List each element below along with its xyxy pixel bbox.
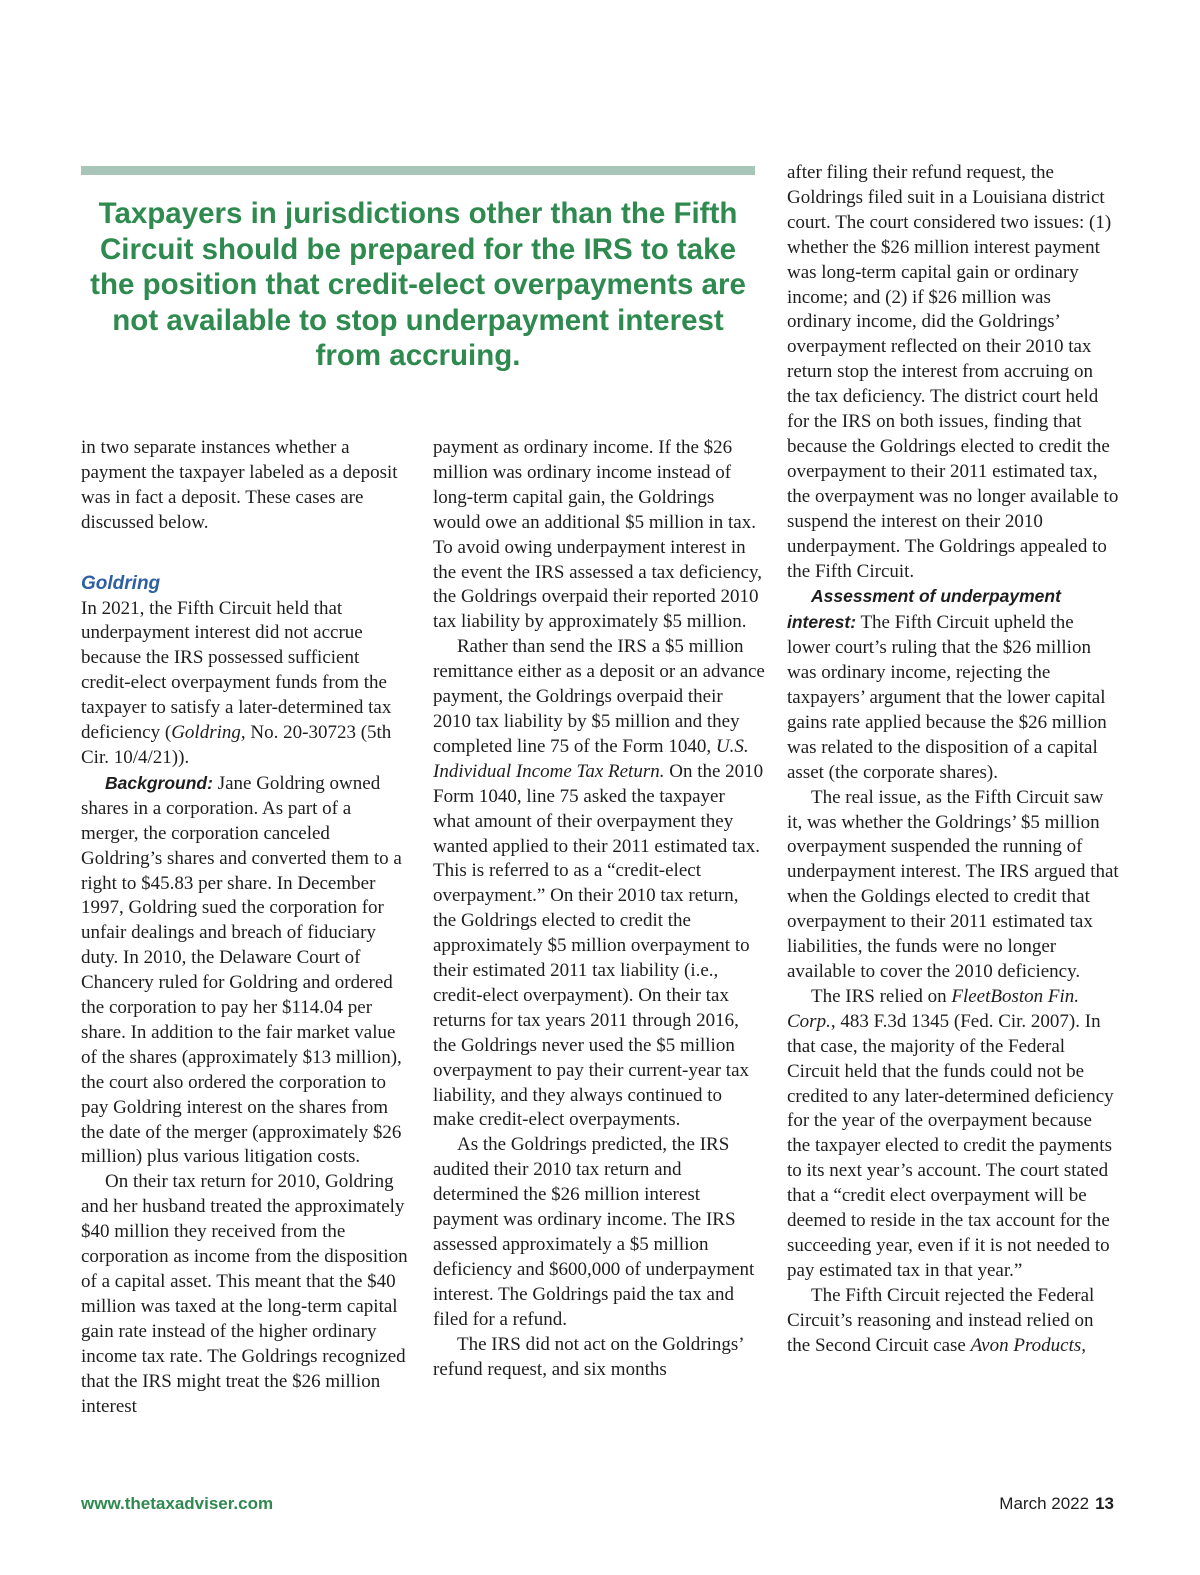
paragraph: The Fifth Circuit rejected the Federal Circuit’s reasoning and instead relied on the Second Circuit case Avon Products, bbox=[787, 1284, 1095, 1356]
paragraph: payment as ordinary income. If the $26 million was ordinary income instead of long-term capital gain, the Goldrings would owe an additional $5 million in tax. To avoid owing underpayment interest in the event the IRS assessed a tax deficiency, the Goldrings overpaid their reported 2010 tax liability by approximately $5 million. bbox=[433, 437, 763, 633]
column-1 bbox=[81, 436, 413, 1419]
paragraph: Rather than send the IRS a $5 million remittance either as a deposit or an advance payment, the Goldrings overpaid their 2010 tax liability by $5 million and they completed line 75 of the Form 1040, U.S. Individual Income Tax Return. On the 2010 Form 1040, line 75 asked the taxpayer what amount of their overpayment they wanted applied to their 2011 estimated tax. This is referred to as a “credit-elect overpayment.” On their 2010 tax return, the Goldrings elected to credit the approximately $5 million overpayment to their estimated 2011 tax liability (i.e., credit-elect overpayment). On their tax returns for tax years 2011 through 2016, the Goldrings never used the $5 million overpayment to pay their current-year tax liability, and they always continued to make credit-elect overpayments. bbox=[433, 636, 765, 1131]
case-name: FleetBoston Fin. Corp. bbox=[787, 985, 1080, 1032]
run-in-heading: Background: bbox=[105, 772, 213, 793]
paragraph: after filing their refund request, the Goldrings filed suit in a Louisiana district court. The court considered two issues: (1) whether the $26 million interest payment was long-term capital gain or ordinary income; and (2) if $26 million was ordinary income, did the Goldrings’ overpayment reflected on their 2010 tax return stop the interest from accruing on the tax deficiency. The district court held for the IRS on both issues, finding that because the Goldrings elected to credit the overpayment to their 2011 estimated tax, the overpayment was no longer available to suspend the interest on their 2010 underpayment. The Goldrings appealed to the Fifth Circuit. bbox=[787, 162, 1119, 582]
section-heading-goldring: Goldring bbox=[81, 572, 161, 594]
paragraph: As the Goldrings predicted, the IRS audited their 2010 tax return and determined the $26 million interest payment was ordinary income. The IRS assessed approximately a $5 million deficiency and $600,000 of underpayment interest. The Goldrings paid the tax and filed for a refund. bbox=[433, 1134, 755, 1330]
pullquote-rule bbox=[81, 166, 755, 175]
page-number: 13 bbox=[1095, 1494, 1114, 1513]
paragraph: On their tax return for 2010, Goldring and her husband treated the approximately $40 million they received from the corporation as income from the disposition of a capital asset. This meant that the $40 million was taxed at the long-term capital gain rate instead of the higher ordinary income tax rate. The Goldrings recognized that the IRS might treat the $26 million interest bbox=[81, 1171, 408, 1417]
footer-website-link[interactable]: www.thetaxadviser.com bbox=[81, 1494, 274, 1513]
paragraph: The real issue, as the Fifth Circuit saw it, was whether the Goldrings’ $5 million overpayment suspended the running of underpayment interest. The IRS argued that when the Goldings elected to credit that overpayment to their 2011 estimated tax liabilities, the funds were no longer available to cover the 2010 deficiency. bbox=[787, 786, 1119, 982]
paragraph: The IRS relied on FleetBoston Fin. Corp., 483 F.3d 1345 (Fed. Cir. 2007). In that case, the majority of the Federal Circuit held that the funds could not be credited to any later-determined deficiency for the year of the overpayment because the taxpayer elected to credit the payments to its next year’s account. The court stated that a “credit elect overpayment will be deemed to reside in the tax account for the succeeding year, even if it is not needed to pay estimated tax in that year.” bbox=[787, 985, 1114, 1281]
column-2 bbox=[433, 436, 765, 1382]
pullquote: Taxpayers in jurisdictions other than the Fifth Circuit should be prepared for the IRS to take the position that credit-elect overpayments are not available to stop underpayment interest from accruing. bbox=[90, 197, 746, 372]
paragraph: Background: Jane Goldring owned shares in a corporation. As part of a merger, the corporation canceled Goldring’s shares and converted them to a right to $45.83 per share. In December 1997, Goldring sued the corporation for unfair dealings and breach of fiduciary duty. In 2010, the Delaware Court of Chancery ruled for Goldring and ordered the corporation to pay her $114.04 per share. In addition to the fair market value of the shares (approximately $13 million), the court also ordered the corporation to pay Goldring interest on the shares from the date of the merger (approximately $26 million) plus various litigation costs. bbox=[81, 772, 402, 1168]
paragraph: Assessment of underpayment interest: The Fifth Circuit upheld the lower court’s ruling that the $26 million was ordinary income, rejecting the taxpayers’ argument that the lower capital gains rate applied because the $26 million was related to the disposition of a capital asset (the corporate shares). bbox=[787, 586, 1107, 783]
issue-date: March 2022 bbox=[999, 1494, 1090, 1513]
case-name: Goldring bbox=[171, 722, 241, 744]
run-in-heading: Assessment of underpayment interest: bbox=[787, 586, 1061, 633]
paragraph: in two separate instances whether a payment the taxpayer labeled as a deposit was in fact a deposit. These cases are discussed below. bbox=[81, 437, 398, 533]
case-name: Avon Products, bbox=[970, 1334, 1087, 1356]
column-3 bbox=[787, 161, 1119, 1359]
form-title: U.S. Individual Income Tax Return. bbox=[433, 735, 749, 782]
paragraph: The IRS did not act on the Goldrings’ refund request, and six months bbox=[433, 1333, 744, 1380]
footer-page-info bbox=[999, 1494, 1114, 1514]
paragraph: In 2021, the Fifth Circuit held that underpayment interest did not accrue because the IRS possessed sufficient credit-elect overpayment funds from the taxpayer to satisfy a later-determined tax deficiency (Goldring, No. 20-30723 (5th Cir. 10/4/21)). bbox=[81, 597, 392, 768]
